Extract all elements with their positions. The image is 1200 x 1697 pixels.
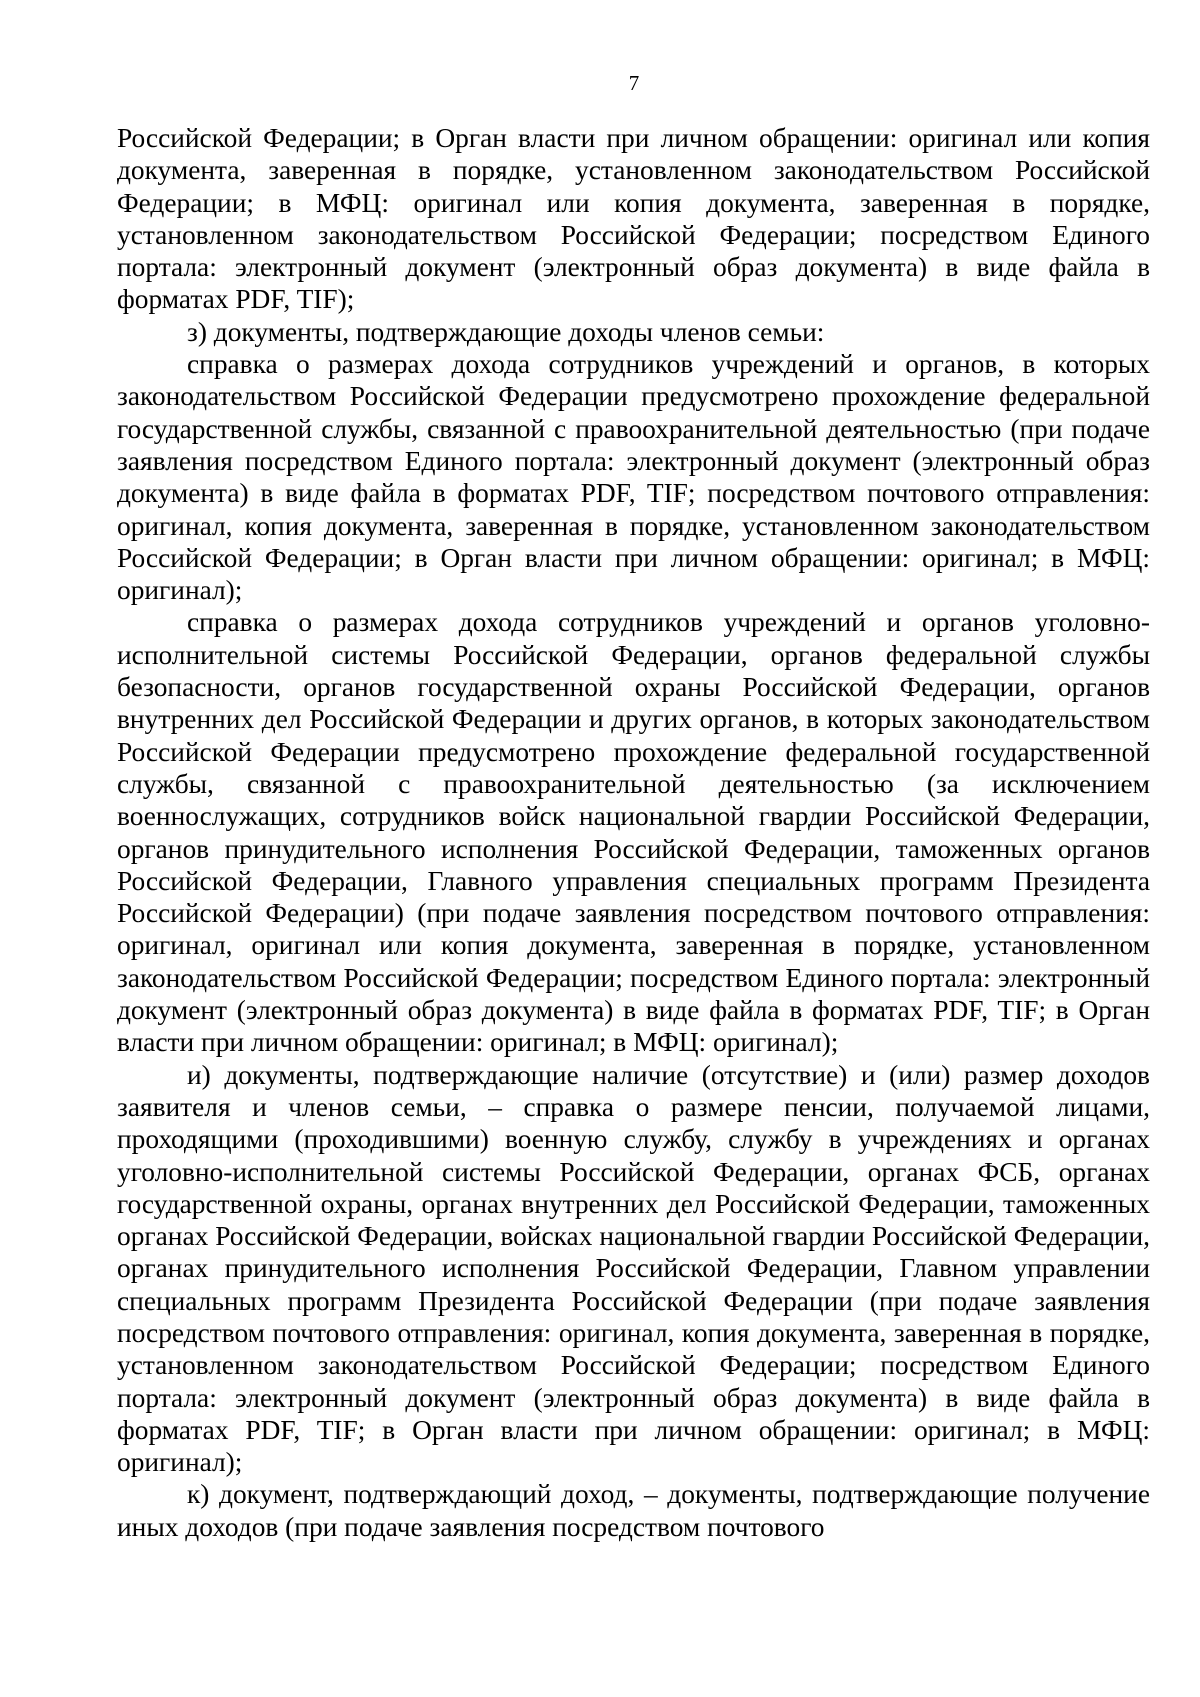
paragraph-income-certificate-2: справка о размерах дохода сотрудников учреждений и органов уголовно-исполнительной системы Российской Федерации, органов федеральной службы безопасности, органов государственной охраны Российской Федерации, органов внутренних дел Российской Федерации и других органов, в которых законодательством Российской Федерации предусмотрено прохождение федеральной государственной службы, связанной с правоохранительной деятельностью (за исключением военнослужащих, сотрудников войск национальной гвардии Российской Федерации, органов принудительного исполнения Российской Федерации, таможенных органов Российской Федерации, Главного управления специальных программ Президента Российской Федерации) (при подаче заявления посредством почтового отправления: оригинал, оригинал или копия документа, заверенная в порядке, установленном законодательством Российской Федерации; посредством Единого портала: электронный документ (электронный образ документа) в виде файла в форматах PDF, TIF; в Орган власти при личном обращении: оригинал; в МФЦ: оригинал);	[117, 607, 1150, 1058]
paragraph-income-certificate-1: справка о размерах дохода сотрудников учреждений и органов, в которых законодательством Российской Федерации предусмотрено прохождение федеральной государственной службы, связанной с правоохранительной деятельностью (при подаче заявления посредством Единого портала: электронный документ (электронный образ документа) в виде файла в форматах PDF, TIF; посредством почтового отправления: оригинал, копия документа, заверенная в порядке, установленном законодательством Российской Федерации; в Орган власти при личном обращении: оригинал; в МФЦ: оригинал);	[117, 349, 1150, 606]
paragraph-item-k: к) документ, подтверждающий доход, – документы, подтверждающие получение иных доходов (при подаче заявления посредством почтового	[117, 1479, 1150, 1542]
paragraph-continuation: Российской Федерации; в Орган власти при личном обращении: оригинал или копия документа, заверенная в порядке, установленном законодательством Российской Федерации; в МФЦ: оригинал или копия документа, заверенная в порядке, установленном законодательством Российской Федерации; посредством Единого портала: электронный документ (электронный образ документа) в виде файла в форматах PDF, TIF);	[117, 123, 1150, 315]
paragraph-item-i: и) документы, подтверждающие наличие (отсутствие) и (или) размер доходов заявителя и членов семьи, – справка о размере пенсии, получаемой лицами, проходящими (проходившими) военную службу, службу в учреждениях и органах уголовно-исполнительной системы Российской Федерации, органах ФСБ, органах государственной охраны, органах внутренних дел Российской Федерации, таможенных органах Российской Федерации, войсках национальной гвардии Российской Федерации, органах принудительного исполнения Российской Федерации, Главном управлении специальных программ Президента Российской Федерации (при подаче заявления посредством почтового отправления: оригинал, копия документа, заверенная в порядке, установленном законодательством Российской Федерации; посредством Единого портала: электронный документ (электронный образ документа) в виде файла в форматах PDF, TIF; в Орган власти при личном обращении: оригинал; в МФЦ: оригинал);	[117, 1059, 1150, 1478]
page-number: 7	[628, 71, 640, 95]
paragraph-item-z: з) документы, подтверждающие доходы членов семьи:	[187, 316, 825, 347]
document-body	[117, 122, 1150, 1543]
